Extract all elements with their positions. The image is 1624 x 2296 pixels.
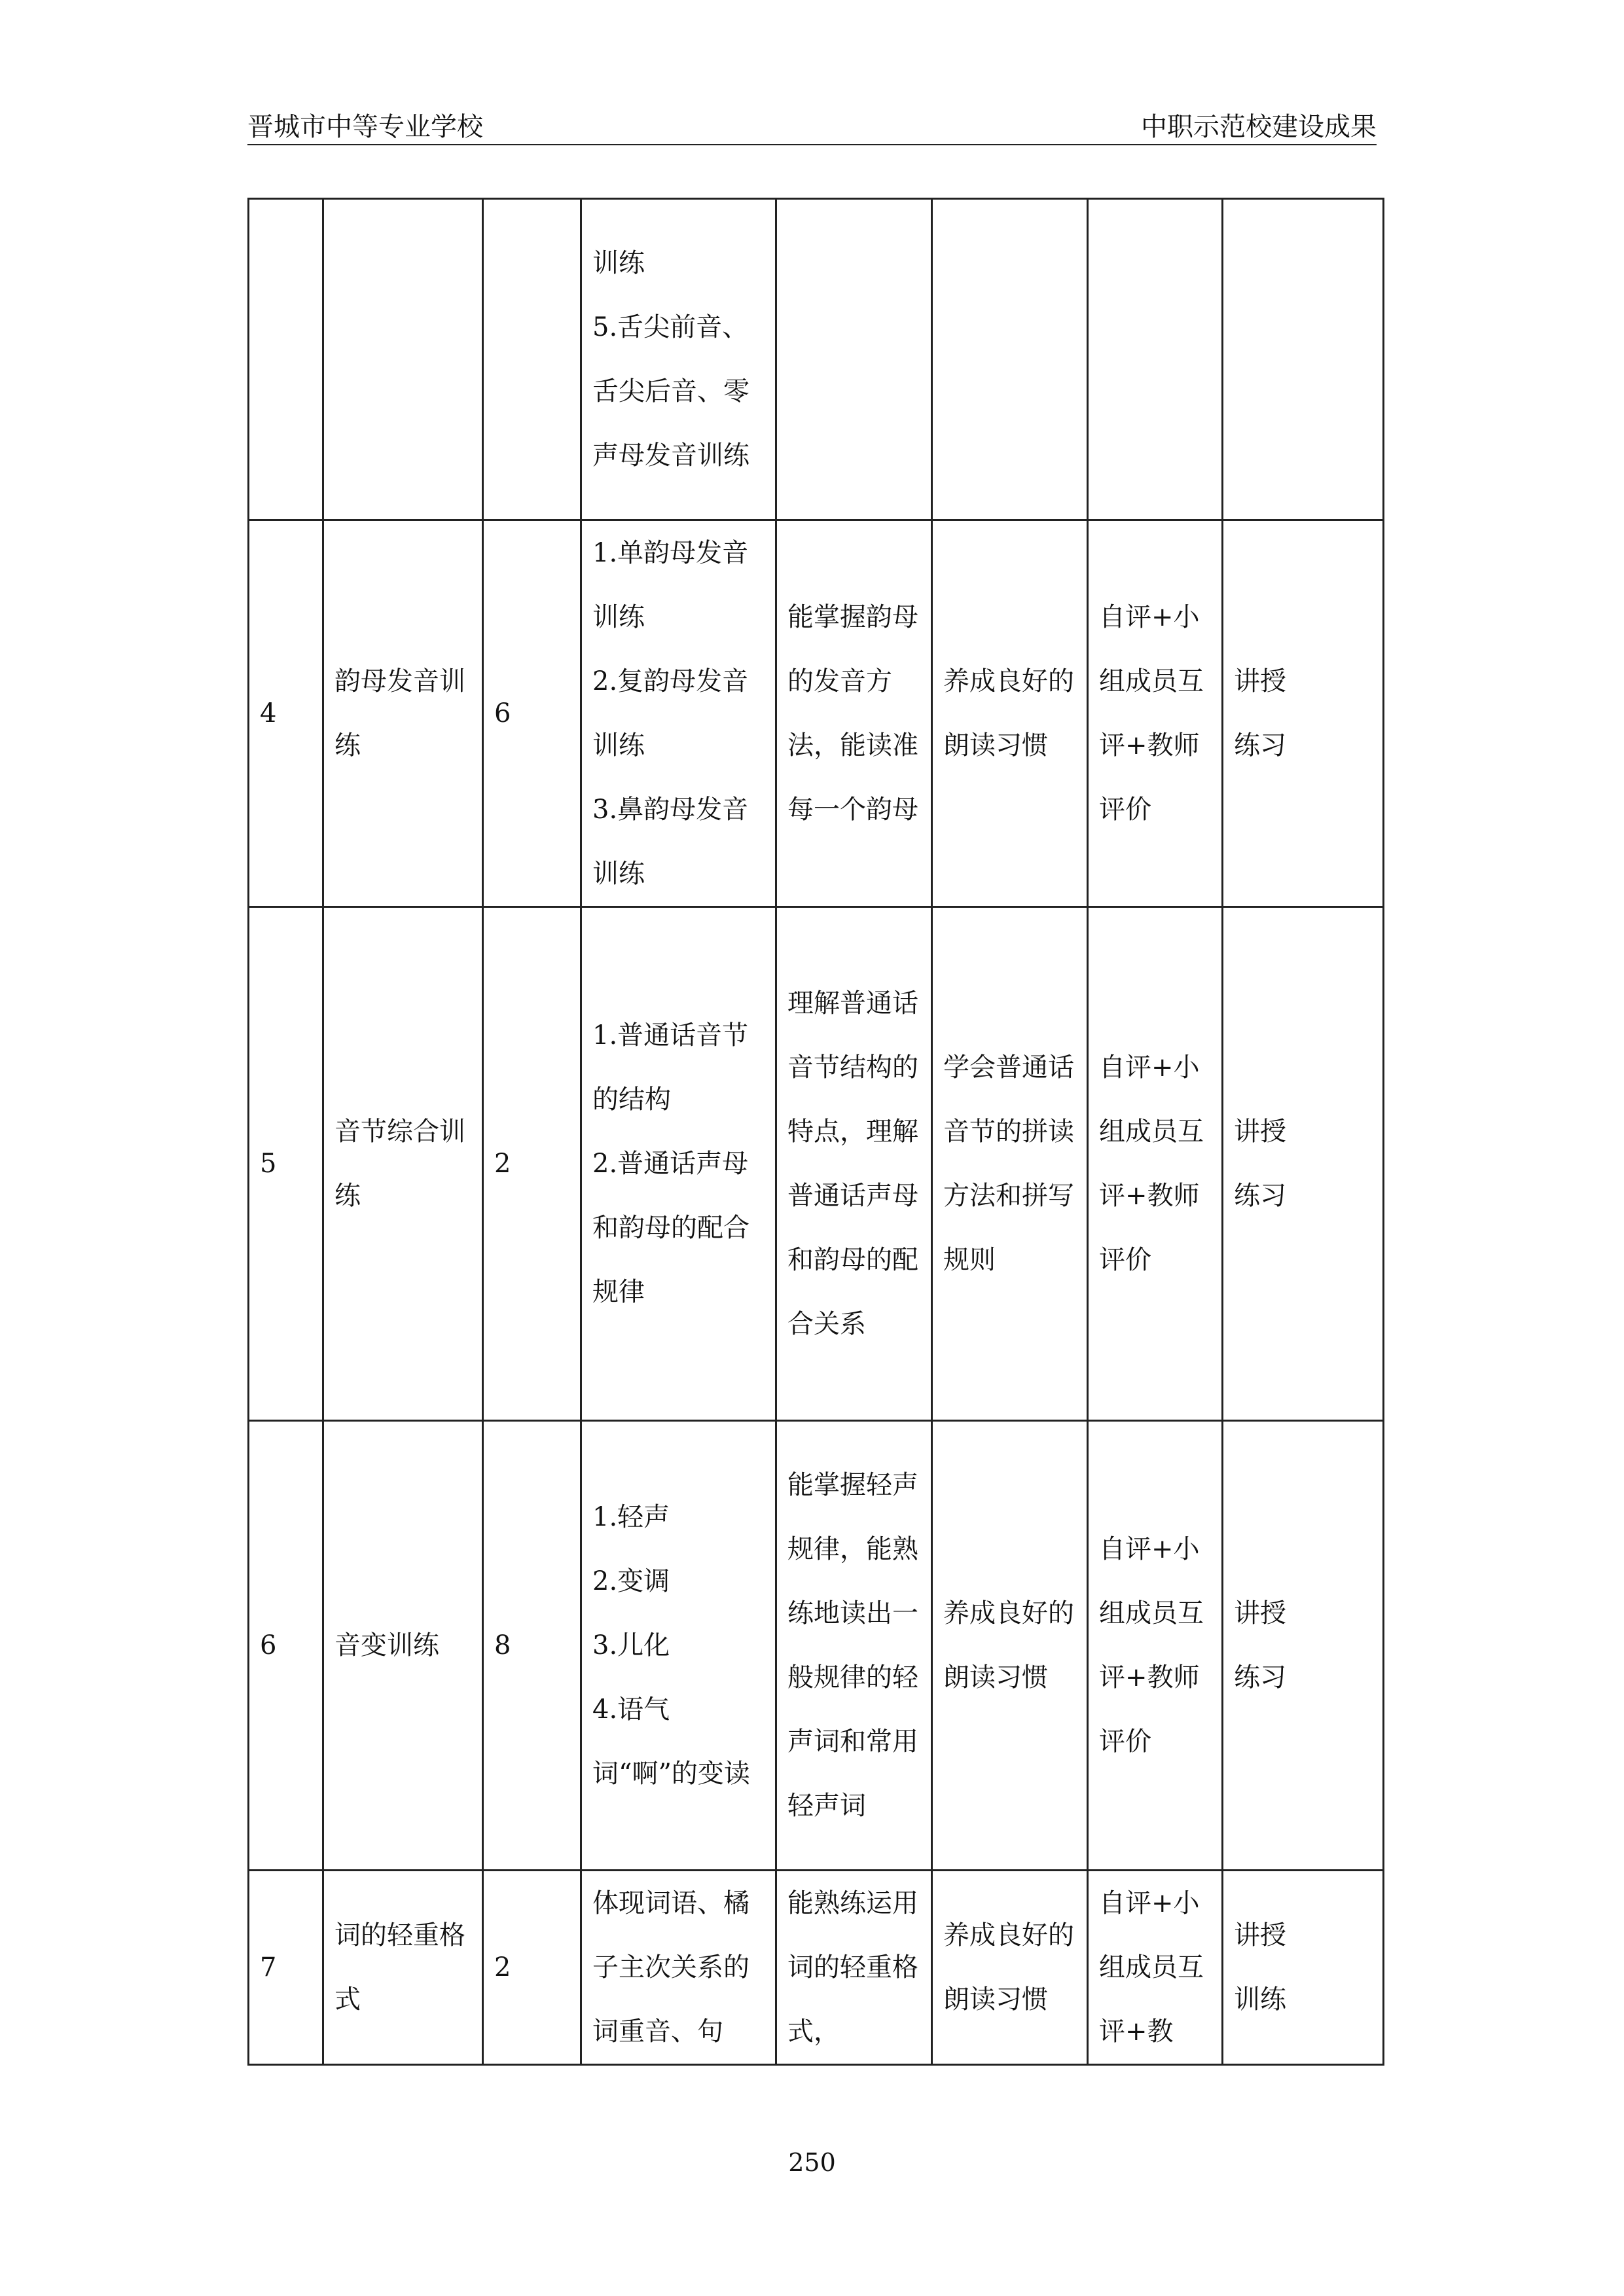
cell-quality: 养成良好的朗读习惯 [932, 520, 1088, 907]
cell-content: 训练 5.舌尖前音、舌尖后音、零声母发音训练 [581, 199, 776, 520]
cell-hours: 8 [483, 1421, 581, 1871]
cell-knowledge: 理解普通话音节结构的特点，理解普通话声母和韵母的配合关系 [776, 907, 932, 1421]
cell-content: 1.普通话音节的结构 2.普通话声母和韵母的配合规律 [581, 907, 776, 1421]
cell-knowledge [776, 199, 932, 520]
cell-title [323, 199, 483, 520]
cell-method: 讲授 训练 [1223, 1871, 1384, 2065]
cell-hours: 6 [483, 520, 581, 907]
cell-no: 5 [249, 907, 323, 1421]
table-row [249, 1871, 1384, 2065]
cell-assessment: 自评+小组成员互评+教师评价 [1088, 1421, 1223, 1871]
cell-knowledge: 能熟练运用词的轻重格式， [776, 1871, 932, 2065]
header-school-name: 晋城市中等专业学校 [247, 112, 483, 142]
table-row [249, 1421, 1384, 1871]
cell-title: 韵母发音训练 [323, 520, 483, 907]
cell-no [249, 199, 323, 520]
cell-assessment: 自评+小组成员互评+教师评价 [1088, 907, 1223, 1421]
cell-quality: 学会普通话音节的拼读方法和拼写规则 [932, 907, 1088, 1421]
cell-hours: 2 [483, 1871, 581, 2065]
cell-title: 音变训练 [323, 1421, 483, 1871]
table-row [249, 520, 1384, 907]
cell-no: 4 [249, 520, 323, 907]
cell-no: 7 [249, 1871, 323, 2065]
cell-title: 音节综合训练 [323, 907, 483, 1421]
cell-method: 讲授 练习 [1223, 907, 1384, 1421]
course-plan-table [247, 198, 1384, 2066]
cell-quality: 养成良好的朗读习惯 [932, 1871, 1088, 2065]
table-row [249, 907, 1384, 1421]
header-divider [247, 144, 1377, 145]
header-document-title: 中职示范校建设成果 [1141, 112, 1377, 142]
cell-quality: 养成良好的朗读习惯 [932, 1421, 1088, 1871]
cell-knowledge: 能掌握韵母的发音方法，能读准每一个韵母 [776, 520, 932, 907]
cell-method: 讲授 练习 [1223, 520, 1384, 907]
cell-no: 6 [249, 1421, 323, 1871]
cell-assessment: 自评+小组成员互评+教师评价 [1088, 520, 1223, 907]
cell-content: 1.单韵母发音训练 2.复韵母发音训练 3.鼻韵母发音训练 [581, 520, 776, 907]
table-row [249, 199, 1384, 520]
cell-quality [932, 199, 1088, 520]
cell-assessment [1088, 199, 1223, 520]
cell-content: 1.轻声 2.变调 3.儿化 4.语气词“啊”的变读 [581, 1421, 776, 1871]
cell-method: 讲授 练习 [1223, 1421, 1384, 1871]
page-number: 250 [788, 2148, 836, 2177]
cell-content: 体现词语、橘子主次关系的词重音、句 [581, 1871, 776, 2065]
cell-title: 词的轻重格式 [323, 1871, 483, 2065]
cell-hours: 2 [483, 907, 581, 1421]
cell-method [1223, 199, 1384, 520]
cell-knowledge: 能掌握轻声规律，能熟练地读出一般规律的轻声词和常用轻声词 [776, 1421, 932, 1871]
cell-assessment: 自评+小组成员互评+教 [1088, 1871, 1223, 2065]
cell-hours [483, 199, 581, 520]
